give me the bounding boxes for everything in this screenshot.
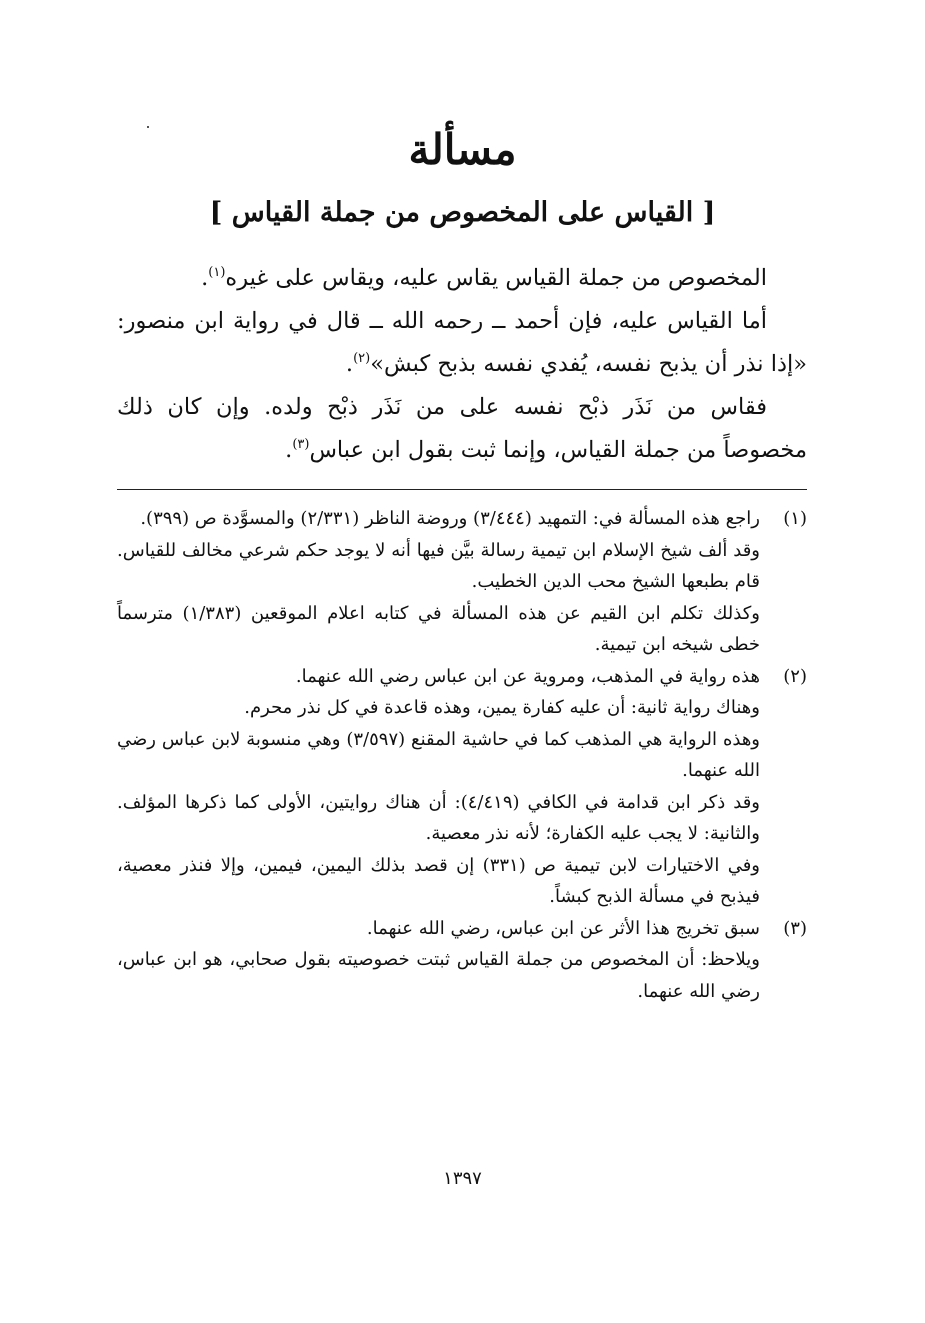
footnote-paragraph: ويلاحظ: أن المخصوص من جملة القياس ثبتت خصوصيته بقول صحابي، هو ابن عباس، رضي الله عنهما. xyxy=(117,949,760,1002)
footnote-number: (٣) xyxy=(783,917,807,939)
body-paragraph: فقاس من نَذَر ذبْح نفسه على من نَذَر ذبْح ولده. وإن كان ذلك مخصوصاً من جملة القياس، وإنما ثبت بقول ابن عباس$^{(٣)}$. xyxy=(117,394,807,463)
footnote-paragraph: راجع هذه المسألة في: التمهيد (٣/٤٤٤) وروضة الناظر (٢/٣٣١) والمسوَّدة ص (٣٩٩). xyxy=(140,508,760,529)
section-subtitle: [ القياس على المخصوص من جملة القياس ] xyxy=(209,197,716,228)
footnote-number: (١) xyxy=(783,508,807,529)
footnote-3 xyxy=(117,913,807,1008)
main-text xyxy=(117,257,807,472)
body-paragraph: المخصوص من جملة القياس يقاس عليه، ويقاس على غيره$^{(١)}$. xyxy=(201,265,767,291)
footnote-paragraph: وهناك رواية ثانية: أن عليه كفارة يمين، وهذه قاعدة في كل نذر محرم. xyxy=(244,697,760,718)
footnote-1 xyxy=(117,503,807,661)
footnote-paragraph: وقد ذكر ابن قدامة في الكافي (٤/٤١٩): أن هناك روايتين، الأولى كما ذكرها المؤلف. والثانية: لا يجب عليه الكفارة؛ لأنه نذر معصية. xyxy=(117,791,760,844)
footnote-ref[interactable]: (٢) xyxy=(353,351,371,366)
footnote-number: (٢) xyxy=(783,665,807,687)
body-paragraph: أما القياس عليه، فإن أحمد ــ رحمه الله ــ قال في رواية ابن منصور: «إذا نذر أن يذبح نفسه، يُفدي نفسه بذبح كبش»$^{(٢)}$. xyxy=(117,308,807,377)
footnote-paragraph: وقد ألف شيخ الإسلام ابن تيمية رسالة بيَّن فيها أنه لا يوجد حكم شرعي مخالف للقياس. قام بطبعها الشيخ محب الدين الخطيب. xyxy=(117,539,761,592)
footnote-paragraph: وفي الاختيارات لابن تيمية ص (٣٣١) إن قصد بذلك اليمين، فيمين، وإلا فنذر معصية، فيذبح في مسألة الذبح كبشاً. xyxy=(117,854,761,907)
footnote-paragraph: سبق تخريج هذا الأثر عن ابن عباس، رضي الله عنهما. xyxy=(366,917,760,939)
footnote-ref[interactable]: (٣) xyxy=(292,437,310,452)
footnote-2 xyxy=(117,661,807,913)
footnote-paragraph: وكذلك تكلم ابن القيم عن هذه المسألة في كتابه اعلام الموقعين (١/٣٨٣) مترسماً خطى شيخه ابن تيمية. xyxy=(117,602,760,655)
page-title: مسألة xyxy=(408,125,517,174)
footnotes xyxy=(117,503,807,1007)
footnote-divider xyxy=(117,489,807,490)
footnote-paragraph: وهذه الرواية هي المذهب كما في حاشية المقنع (٣/٥٩٧) وهي منسوبة لابن عباس رضي الله عنهما. xyxy=(117,728,761,781)
page-number: ١٣٩٧ xyxy=(443,1168,482,1189)
footnote-paragraph: هذه رواية في المذهب، ومروية عن ابن عباس رضي الله عنهما. xyxy=(295,665,760,687)
footnote-ref[interactable]: (١) xyxy=(208,265,226,280)
